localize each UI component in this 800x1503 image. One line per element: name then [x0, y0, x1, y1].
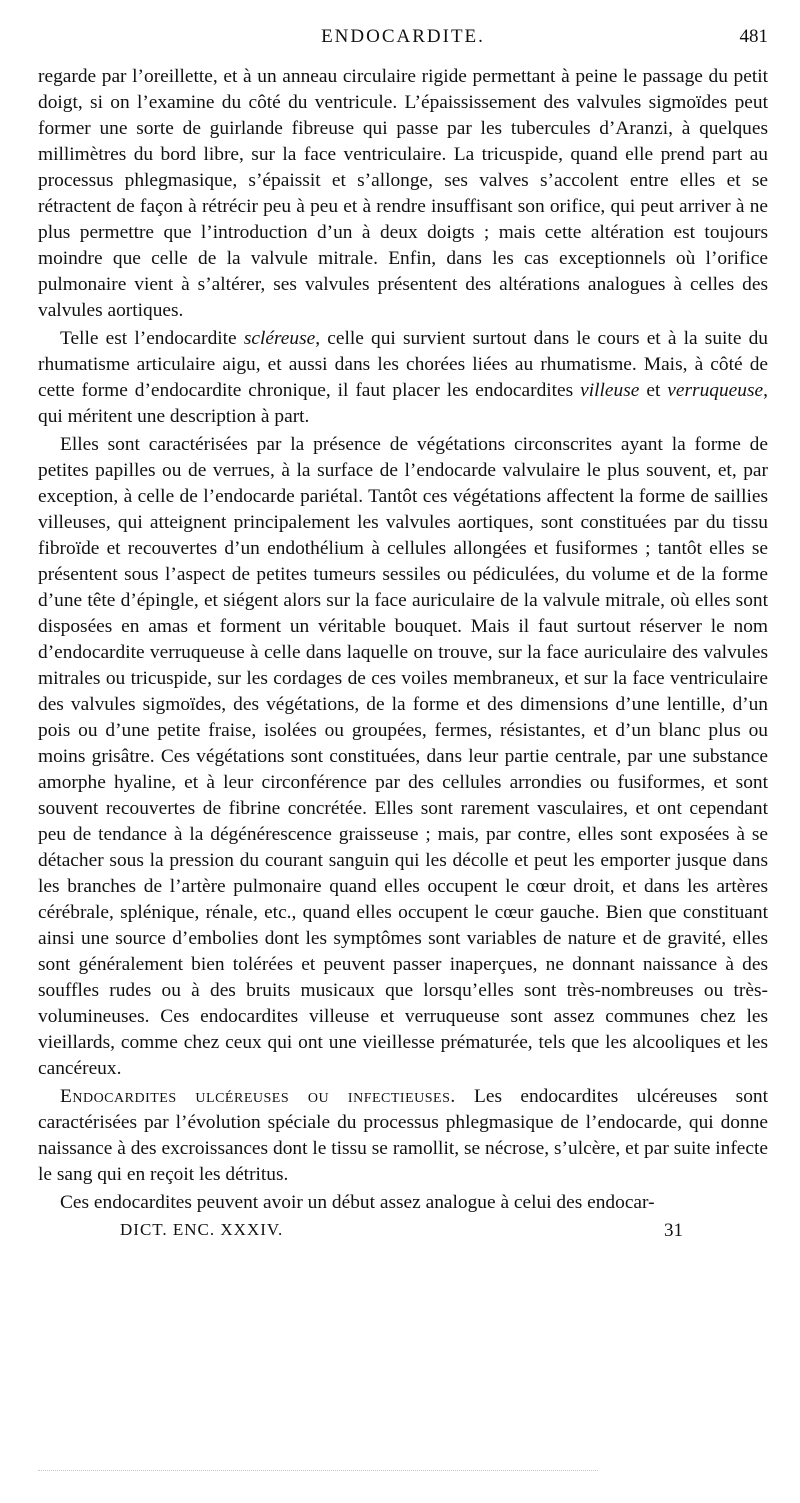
paragraph-4 — [38, 1084, 768, 1188]
term-villeuse: villeuse — [580, 380, 640, 401]
paragraph-3: Elles sont caractérisées par la présence de végétations circonscrites ayant la forme de petites papilles ou de verrues, à la surface de l’endocarde valvulaire le plus souvent, et, par exception, à celle de l’endocarde pariétal. Tantôt ces végétations affectent la forme de saillies villeuses, qui atteignent principalement les valvules aortiques, sont constituées par du tissu fibroïde et recouvertes d’un endothélium à cellules allongées et fusiformes ; tantôt elles se présentent sous l’aspect de petites tumeurs sessiles ou pédiculées, du volume et de la forme d’une tête d’épingle, et siégent alors sur la face auriculaire de la valvule mitrale, où elles sont disposées en amas et forment un véritable bouquet. Mais il faut surtout réserver le nom d’endocardite verruqueuse à celle dans laquelle on trouve, sur la face auriculaire des valvules mitrales ou tricuspide, sur les cordages de ces voiles membraneux, et sur la face ventriculaire des valvules sigmoïdes, des végétations, de la forme et des dimensions d’une lentille, d’un pois ou d’une petite fraise, isolées ou groupées, fermes, résistantes, et d’un blanc plus ou moins grisâtre. Ces végétations sont constituées, dans leur partie centrale, par une substance amorphe hyaline, et à leur circonférence par des cellules arrondies ou fusiformes, et sont souvent recouvertes de fibrine concrétée. Elles sont rarement vasculaires, et ont cependant peu de tendance à la dégénérescence graisseuse ; mais, par contre, elles sont exposées à se détacher sous la pression du courant sanguin qui les décolle et peut les emporter jusque dans les branches de l’artère pulmonaire quand elles occupent le cœur droit, et dans les artères cérébrale, splénique, rénale, etc., quand elles occupent le cœur gauche. Bien que constituant ainsi une source d’embolies dont les symptômes sont variables de nature et de gravité, elles sont généralement bien tolérées et peuvent passer inaperçues, ne donnant naissance à des souffles rudes ou à des bruits musicaux que lorsqu’elles sont très-nombreuses ou très-volumineuses. Ces endocardites villeuse et verruqueuse sont assez communes chez les vieillards, comme chez ceux qui ont une vieillesse prématurée, tels que les alcooliques et les cancéreux. — [38, 434, 768, 1079]
printer-signature: DICT. ENC. XXXIV. — [120, 1220, 284, 1239]
running-title: ENDOCARDITE. — [321, 26, 485, 47]
body-text — [38, 64, 768, 1216]
term-verruqueuse: verruqueuse — [667, 380, 764, 401]
section-heading: Endocardites ulcéreuses ou infectieuses. — [60, 1086, 456, 1107]
page — [38, 26, 768, 1250]
page-number: 481 — [739, 26, 768, 47]
paragraph-2 — [38, 326, 768, 430]
paragraph-5: Ces endocardites peuvent avoir un début assez analogue à celui des endocar- — [60, 1192, 655, 1213]
paragraph-2-part-d: , qui méritent une description à part. — [38, 380, 768, 427]
paragraph-2-part-b: , celle qui survient surtout dans le cours et à la suite du rhumatisme articulaire aigu, et aussi dans les chorées liées au rhumatisme. Mais, à côté de cette forme d’endocardite chronique, il faut placer les endocardites — [38, 328, 768, 401]
paragraph-2-part-a: Telle est l’endocardite — [60, 328, 244, 349]
signature-number: 31 — [664, 1220, 683, 1241]
paragraph-2-part-c: et — [639, 380, 668, 401]
bleed-through-line — [38, 1470, 598, 1473]
paragraph-1: regarde par l’oreillette, et à un anneau circulaire rigide permettant à peine le passage du petit doigt, si on l’examine du côté du ventricule. L’épaississement des valvules sigmoïdes peut former une sorte de guirlande fibreuse qui passe par les tubercules d’Aranzi, à quelques millimètres du bord libre, sur la face ventriculaire. La tricuspide, quand elle prend part au processus phlegmasique, s’épaissit et s’allonge, ses valves s’accolent entre elles et se rétractent de façon à rétrécir peu à peu et à rendre insuffisant son orifice, qui peut arriver à ne plus permettre que l’introduction d’un à deux doigts ; mais cette altération est toujours moindre que celle de la valvule mitrale. Enfin, dans les cas exceptionnels où l’orifice pulmonaire vient à s’altérer, ses valvules présentent des altérations analogues à celles des valvules aortiques. — [38, 66, 768, 321]
term-sclereuse: scléreuse — [243, 328, 316, 349]
paragraph-4-text: Les endocardites ulcéreuses sont caractérisées par l’évolution spéciale du processus phlegmasique de l’endocarde, qui donne naissance à des excroissances dont le tissu se ramollit, se nécrose, s’ulcère, et par suite infecte le sang qui en reçoit les détritus. — [38, 1086, 769, 1185]
page-footer — [38, 1220, 768, 1250]
page-header — [38, 26, 768, 62]
